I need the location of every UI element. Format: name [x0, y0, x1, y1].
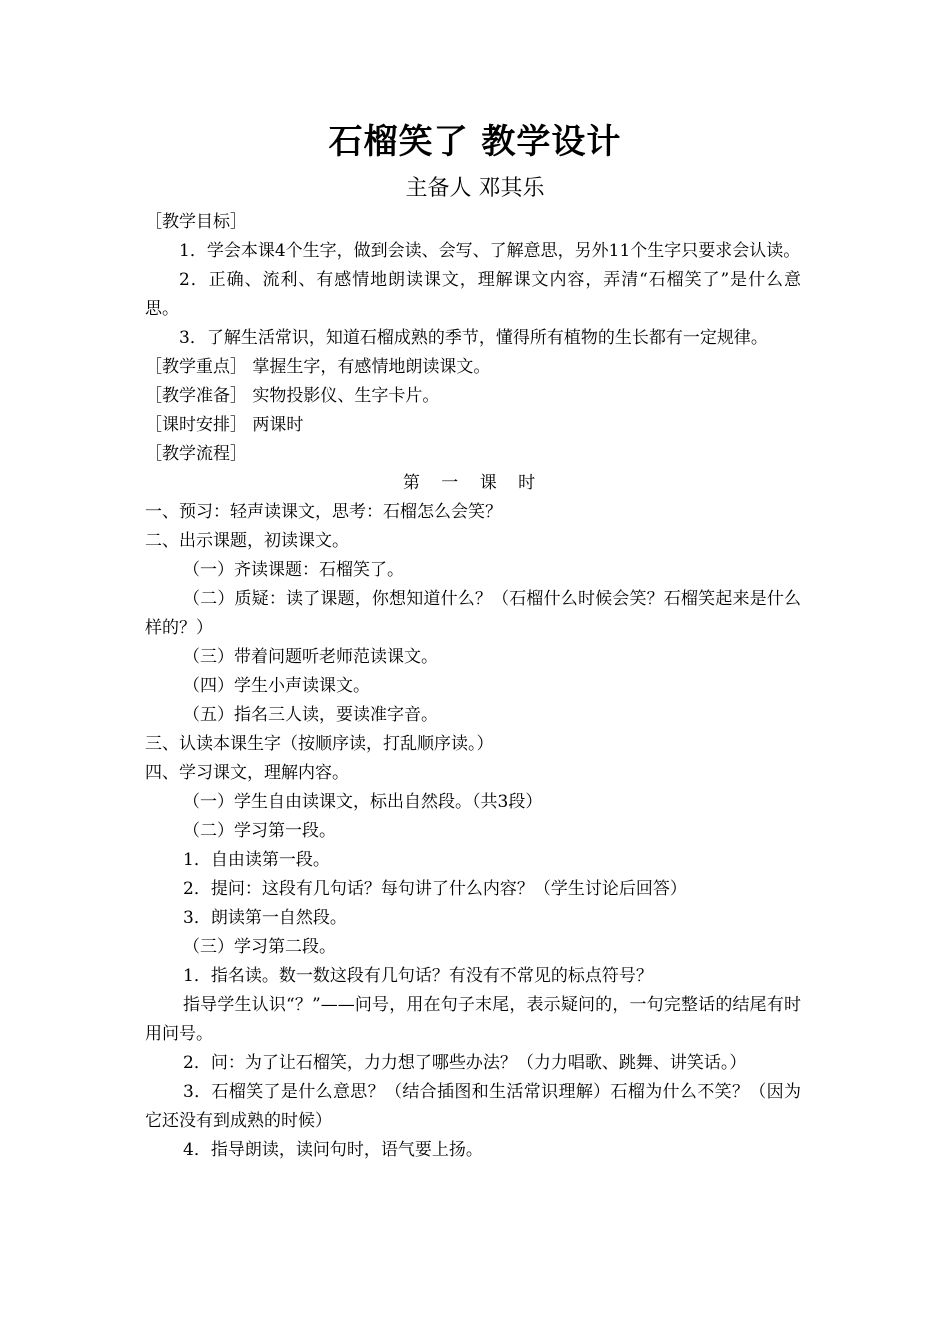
preparation: ［教学准备］ 实物投影仪、生字卡片。: [145, 386, 440, 406]
step-subitem: （三）学习第二段。: [183, 937, 336, 957]
author-line: 主备人 邓其乐: [405, 176, 545, 201]
step-subitem: （一）齐读课题：石榴笑了。: [183, 560, 404, 580]
step-subitem: （二）质疑：读了课题，你想知道什么？（石榴什么时候会笑？石榴笑起来是什么样的？）: [145, 589, 801, 638]
step-subitem: （一）学生自由读课文，标出自然段。（共3段）: [183, 792, 543, 812]
objective-item: 3．了解生活常识，知道石榴成熟的季节，懂得所有植物的生长都有一定规律。: [179, 328, 768, 348]
step-subitem: （四）学生小声读课文。: [183, 676, 370, 696]
objective-item: 2．正确、流利、有感情地朗读课文，理解课文内容，弄清“石榴笑了”是什么意思。: [145, 270, 801, 319]
step-item: 四、学习课文，理解内容。: [145, 763, 349, 783]
step-subitem: 1．指名读。数一数这段有几句话？有没有不常见的标点符号？: [183, 966, 653, 986]
key-point: ［教学重点］ 掌握生字，有感情地朗读课文。: [145, 357, 491, 377]
page-title: 石榴笑了 教学设计: [328, 122, 622, 162]
step-subitem: （五）指名三人读，要读准字音。: [183, 705, 438, 725]
step-item: 二、出示课题，初读课文。: [145, 531, 349, 551]
step-item: 一、预习：轻声读课文，思考：石榴怎么会笑？: [145, 502, 502, 522]
step-subitem: 3．石榴笑了是什么意思？（结合插图和生活常识理解）石榴为什么不笑？（因为它还没有到成熟的时候）: [145, 1082, 801, 1131]
step-item: 三、认读本课生字（按顺序读，打乱顺序读。）: [145, 734, 494, 754]
step-subitem: （三）带着问题听老师范读课文。: [183, 647, 438, 667]
step-subitem: 2．提问：这段有几句话？每句讲了什么内容？（学生讨论后回答）: [183, 879, 687, 899]
lesson-heading: 第 一 课 时: [402, 473, 544, 493]
schedule: ［课时安排］ 两课时: [145, 415, 304, 435]
step-subitem: 指导学生认识“？”——问号，用在句子末尾，表示疑问的，一句完整话的结尾有时用问号。: [145, 995, 801, 1044]
step-subitem: 2．问：为了让石榴笑，力力想了哪些办法？（力力唱歌、跳舞、讲笑话。）: [183, 1053, 747, 1073]
document-body: [145, 208, 801, 1165]
objectives-heading: ［教学目标］: [145, 212, 247, 232]
process-heading: ［教学流程］: [145, 444, 247, 464]
step-subitem: （二）学习第一段。: [183, 821, 336, 841]
step-subitem: 3．朗读第一自然段。: [183, 908, 347, 928]
objective-item: 1．学会本课4个生字，做到会读、会写、了解意思，另外11个生字只要求会认读。: [179, 241, 801, 261]
step-subitem: 4．指导朗读，读问句时，语气要上扬。: [183, 1140, 483, 1160]
step-subitem: 1．自由读第一段。: [183, 850, 330, 870]
